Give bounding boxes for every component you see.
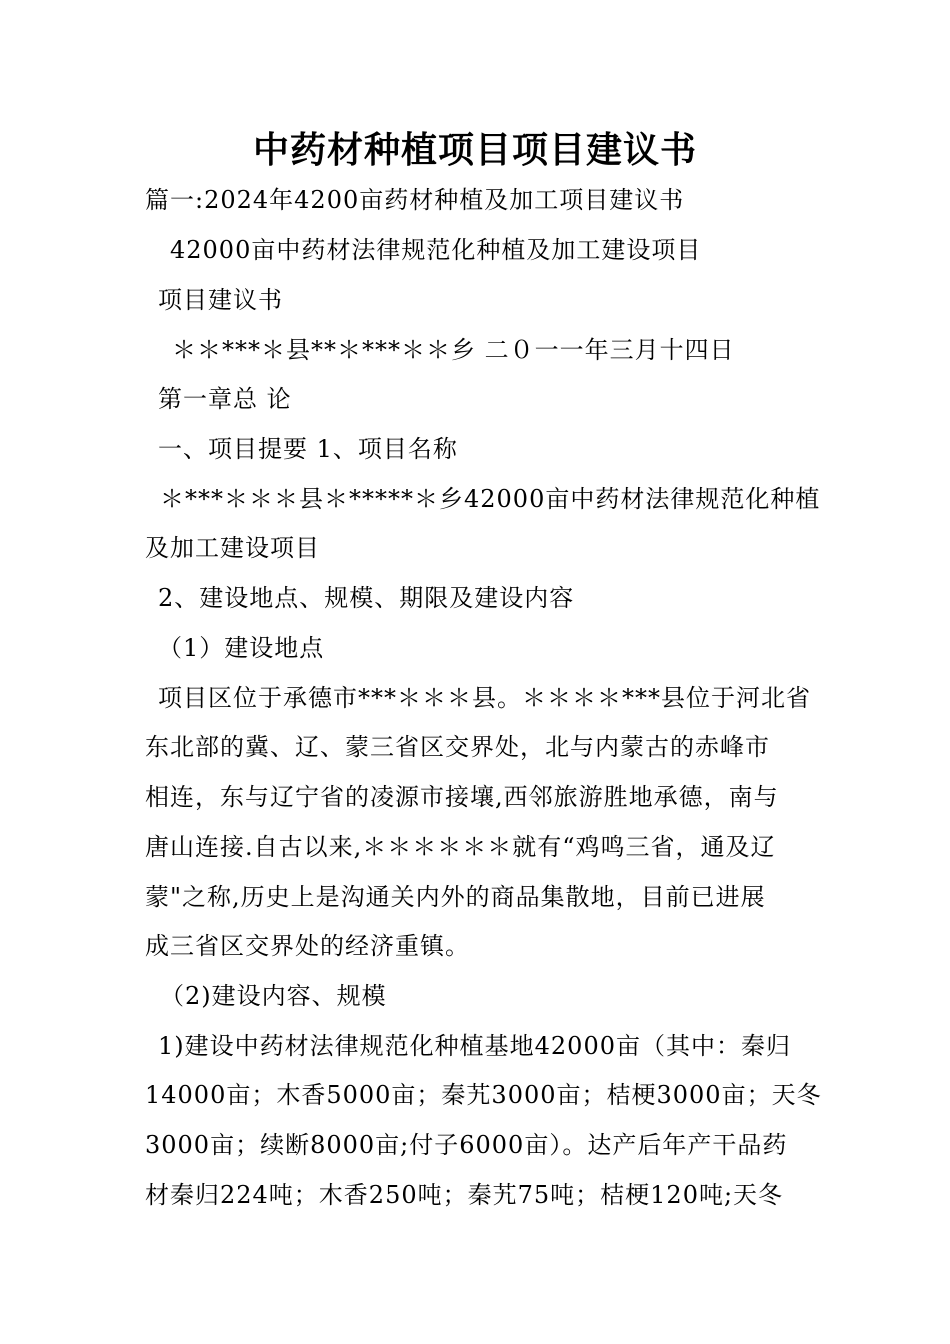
paragraph-line: （2)建设内容、规模 bbox=[160, 982, 387, 1010]
paragraph-line: 及加工建设项目 bbox=[145, 534, 320, 562]
paragraph-line: 2、建设地点、规模、期限及建设内容 bbox=[158, 584, 575, 612]
paragraph-line: ＊＊***＊县**＊***＊＊乡 二０一一年三月十四日 bbox=[172, 336, 735, 364]
paragraph-line: 项目建议书 bbox=[158, 286, 283, 314]
paragraph-line: （1）建设地点 bbox=[158, 634, 325, 662]
paragraph-line: 成三省区交界处的经济重镇。 bbox=[145, 932, 470, 960]
paragraph-line: 东北部的冀、辽、蒙三省区交界处，北与内蒙古的赤峰市 bbox=[145, 733, 770, 761]
paragraph-line: 唐山连接.自古以来,＊＊＊＊＊＊就有“鸡鸣三省，通及辽 bbox=[145, 833, 776, 861]
paragraph-line: 篇一:2024年4200亩药材种植及加工项目建议书 bbox=[145, 186, 685, 214]
paragraph-line: ＊***＊＊＊县＊*****＊乡42000亩中药材法律规范化种植 bbox=[160, 485, 821, 513]
paragraph-line: 蒙"之称,历史上是沟通关内外的商品集散地，目前已进展 bbox=[145, 883, 766, 911]
paragraph-line: 一、项目提要 1、项目名称 bbox=[158, 435, 458, 463]
paragraph-line: 相连，东与辽宁省的凌源市接壤,西邻旅游胜地承德，南与 bbox=[145, 783, 779, 811]
paragraph-line: 材秦归224吨；木香250吨；秦艽75吨；桔梗120吨;天冬 bbox=[145, 1181, 784, 1209]
paragraph-line: 3000亩；续断8000亩;付子6000亩）。达产后年产干品药 bbox=[145, 1131, 788, 1159]
paragraph-line: 14000亩；木香5000亩；秦艽3000亩；桔梗3000亩；天冬 bbox=[145, 1081, 822, 1109]
chapter-heading: 第一章总 论 bbox=[158, 385, 292, 413]
paragraph-line: 42000亩中药材法律规范化种植及加工建设项目 bbox=[170, 236, 702, 264]
paragraph-line: 1)建设中药材法律规范化种植基地42000亩（其中：秦归 bbox=[158, 1032, 791, 1060]
document-title: 中药材种植项目项目建议书 bbox=[252, 129, 697, 171]
paragraph-line: 项目区位于承德市***＊＊＊县。＊＊＊＊***县位于河北省 bbox=[158, 684, 811, 712]
